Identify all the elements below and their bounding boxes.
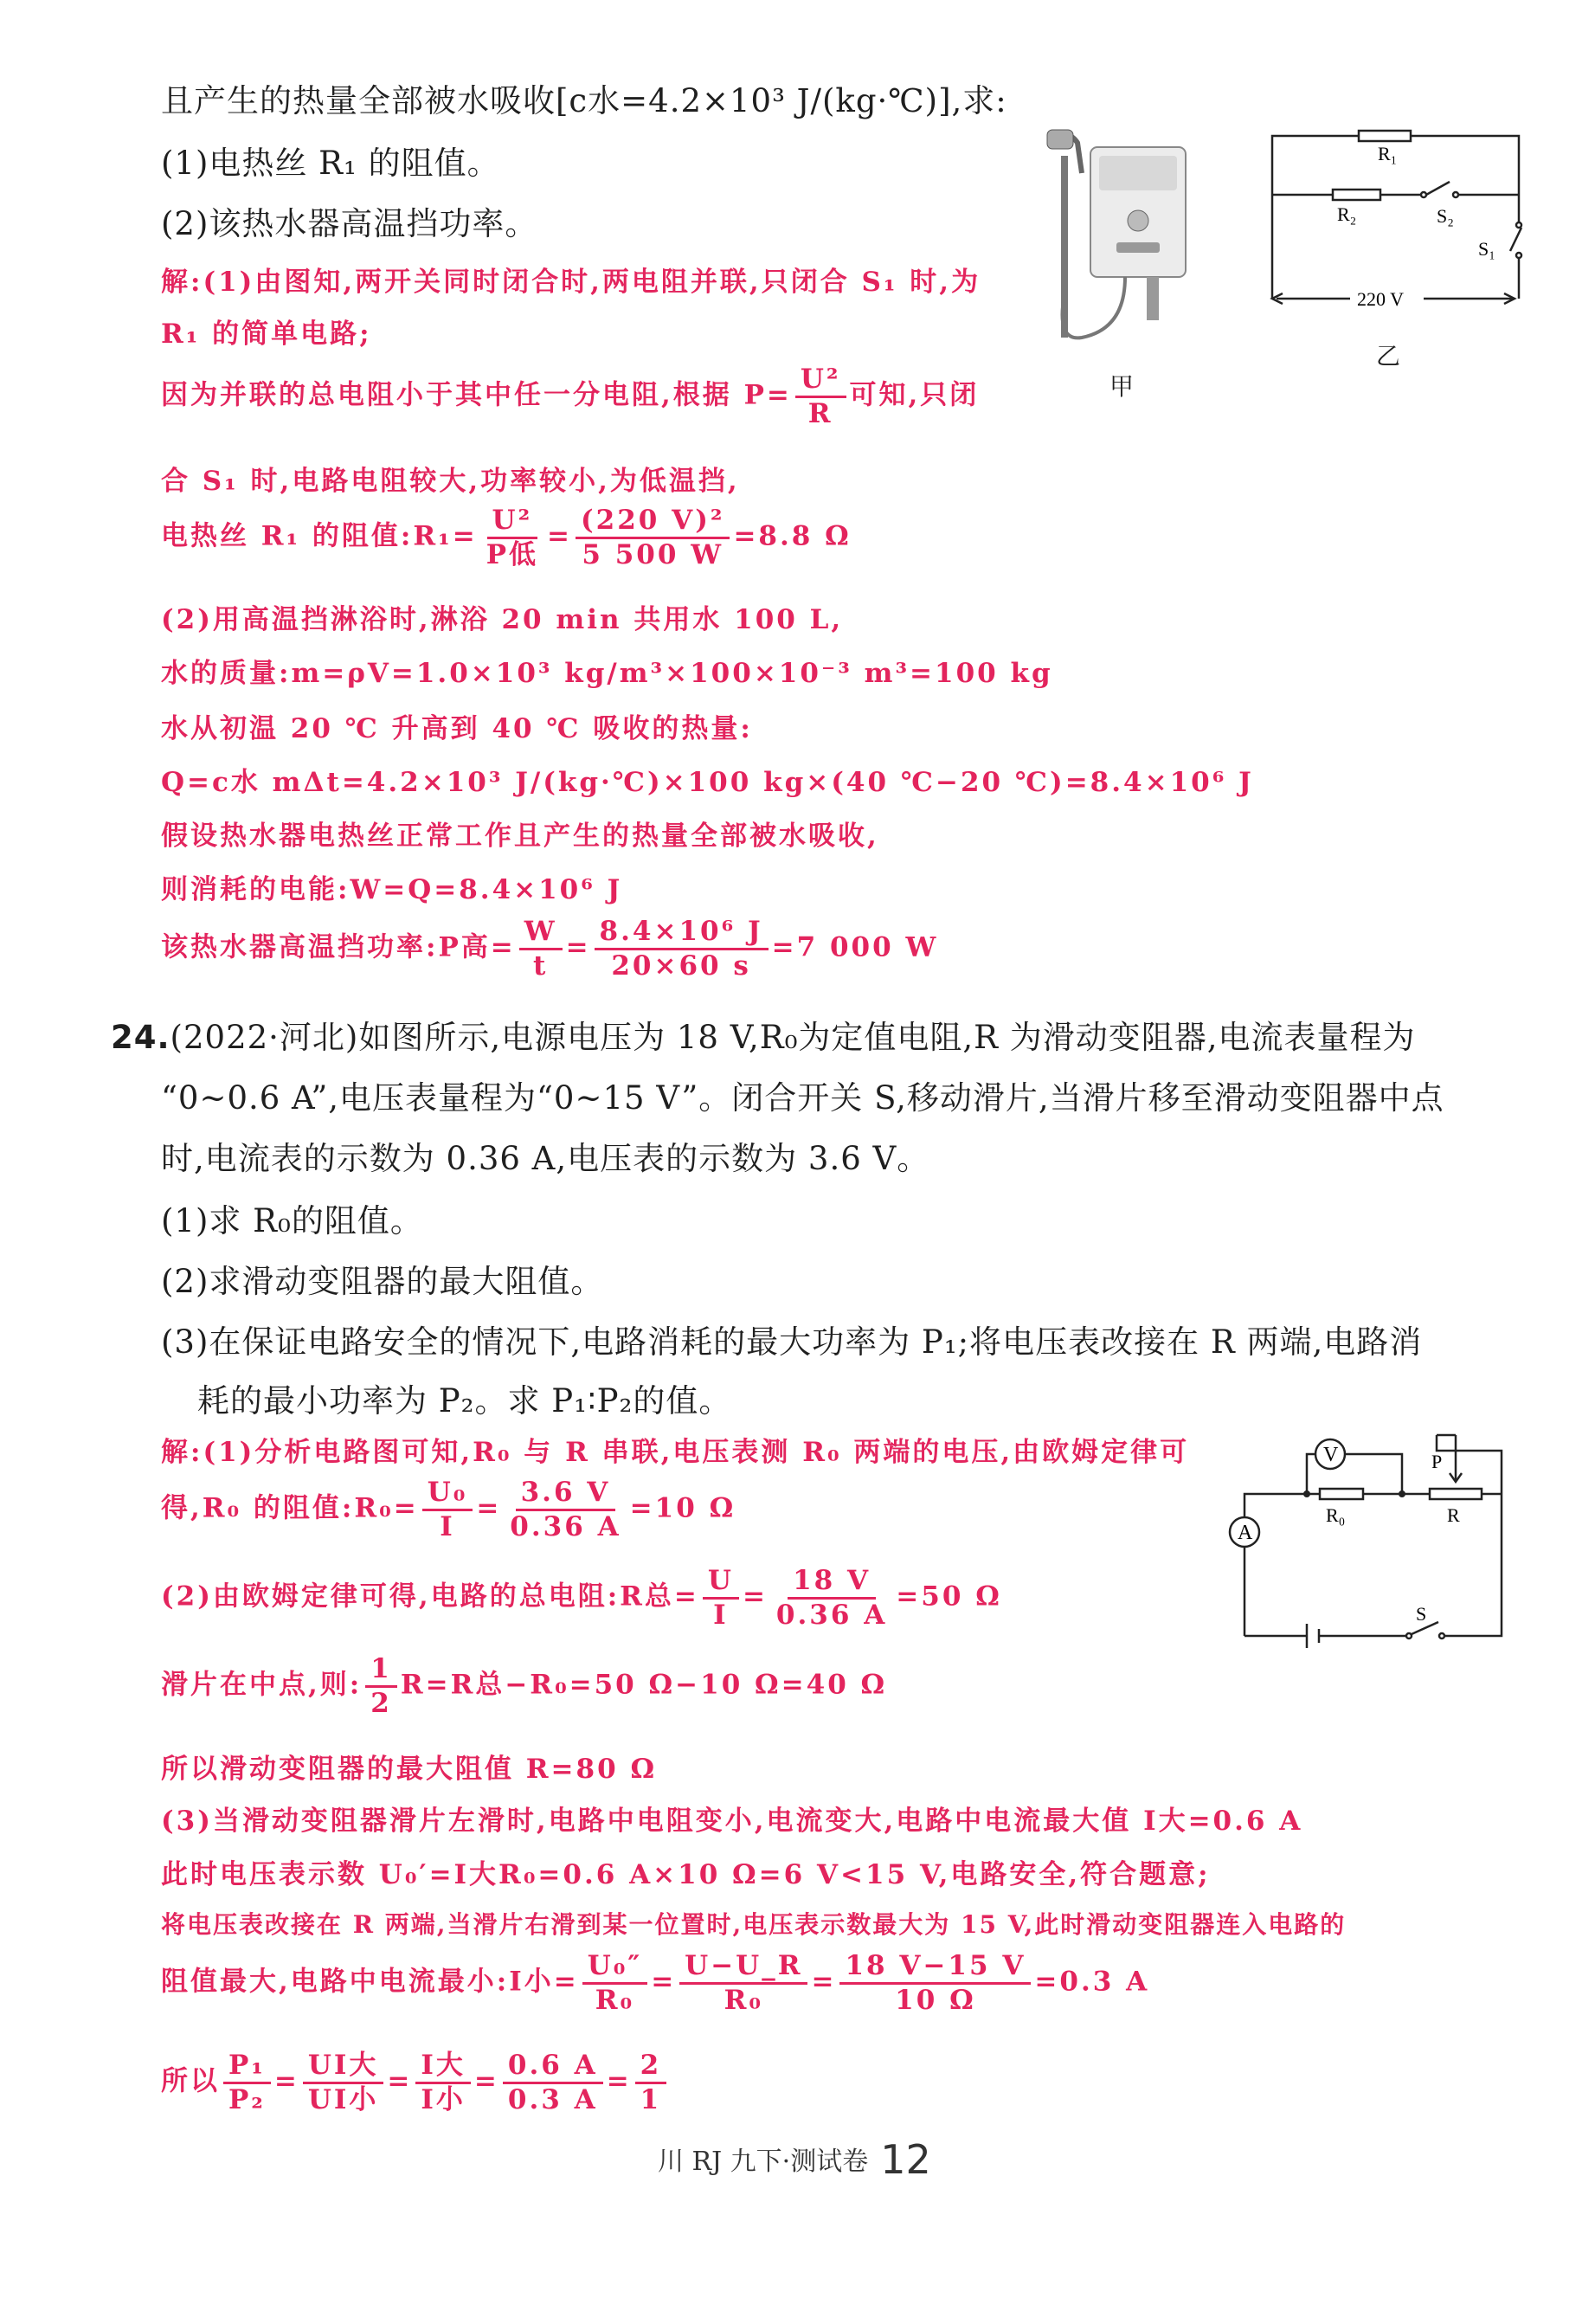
label-r: R xyxy=(1447,1504,1460,1526)
water-heater-image xyxy=(1030,121,1203,364)
label-voltage: 220 V xyxy=(1357,288,1404,310)
q24-line2: “0~0.6 A”,电压表量程为“0~15 V”。闭合开关 S,移动滑片,当滑片移至滑动变阻器中点 xyxy=(161,1079,1444,1117)
parallel-circuit-diagram xyxy=(1264,126,1540,342)
label-switch: S xyxy=(1416,1603,1427,1625)
page-number: 12 xyxy=(880,2136,931,2183)
q24-line3: 时,电流表的示数为 0.36 A,电压表的示数为 3.6 V。 xyxy=(161,1140,930,1177)
label-r0: R₀ xyxy=(1326,1504,1346,1526)
label-r2: R₂ xyxy=(1337,203,1357,225)
question-number: 24. xyxy=(111,1019,170,1056)
ans23-line6: (2)用高温挡淋浴时,淋浴 20 min 共用水 100 L, xyxy=(161,604,844,635)
figure-q24 xyxy=(1212,1420,1523,1653)
ans23-line7: 水的质量:m=ρV=1.0×10³ kg/m³×100×10⁻³ m³=100 kg xyxy=(161,658,1053,689)
ans24-line5: 所以滑动变阻器的最大阻值 R=80 Ω xyxy=(161,1754,658,1785)
footer-text: 川 RJ 九下·测试卷 xyxy=(658,2147,869,2177)
ans24-line6: (3)当滑动变阻器滑片左滑时,电路中电阻变小,电流变大,电路中电流最大值 I大=0.6 A xyxy=(161,1806,1303,1837)
ans23-line1: 解:(1)由图知,两开关同时闭合时,两电阻并联,只闭合 S₁ 时,为 xyxy=(161,267,981,298)
ans24-line10: 所以 $\frac{\text{P₁}}{\text{P₂}}$ = $\frac{\text{UI大}}{\text{UI小}}$ = $\frac{\text{I大}}{\text{I小}}$ = $\frac{0.6 A}{0.3 A}$ = $\frac{2}{1}$ xyxy=(161,2051,670,2114)
label-r1: R₁ xyxy=(1378,143,1398,164)
q23-sub2: (2)该热水器高温挡功率。 xyxy=(161,205,538,242)
ans24-line2: 得,R₀ 的阻值:R₀= $\frac{\text{U₀}}{I}$ = $\frac{3.6 V}{0.36 A}$ =10 Ω xyxy=(161,1477,736,1542)
q24-sub2: (2)求滑动变阻器的最大阻值。 xyxy=(161,1263,604,1300)
figure-yi xyxy=(1264,126,1540,368)
label-ammeter: A xyxy=(1238,1522,1253,1544)
q23-tail-text: 且产生的热量全部被水吸收[c水=4.2×10³ J/(kg·℃)],求: xyxy=(161,82,1007,119)
q24-sub3-cont: 耗的最小功率为 P₂。求 P₁∶P₂的值。 xyxy=(197,1382,732,1420)
ans24-line3: (2)由欧姆定律可得,电路的总电阻:R总= $\frac{U}{I}$ = $\frac{18 V}{0.36 A}$ =50 Ω xyxy=(161,1565,1002,1631)
figure-jia xyxy=(1030,121,1203,401)
label-slider: P xyxy=(1431,1451,1443,1472)
figure-yi-caption: 乙 xyxy=(1376,342,1401,370)
fraction: $\frac{\text{U²}}{R}$ xyxy=(795,365,846,428)
q24-sub1: (1)求 R₀的阻值。 xyxy=(161,1202,423,1239)
ans23-line11: 则消耗的电能:W=Q=8.4×10⁶ J xyxy=(161,874,623,905)
ans24-line7: 此时电压表示数 U₀′=I大R₀=0.6 A×10 Ω=6 V<15 V,电路安全,符合题意; xyxy=(161,1859,1211,1890)
ans23-line3: 因为并联的总电阻小于其中任一分电阻,根据 P= $\frac{\text{U²}}{R}$ 可知,只闭 xyxy=(161,364,980,429)
ans24-line4: 滑片在中点,则: $\frac{1}{2}$ R=R总−R₀=50 Ω−10 Ω=40 Ω xyxy=(161,1653,888,1719)
ans24-line1: 解:(1)分析电路图可知,R₀ 与 R 串联,电压表测 R₀ 两端的电压,由欧姆定律可 xyxy=(161,1437,1190,1468)
ans23-line2: R₁ 的简单电路; xyxy=(161,319,372,350)
page-footer xyxy=(658,2136,931,2183)
ans23-line9: Q=c水 mΔt=4.2×10³ J/(kg·℃)×100 kg×(40 ℃−20 ℃)=8.4×10⁶ J xyxy=(161,767,1254,798)
q23-sub1: (1)电热丝 R₁ 的阻值。 xyxy=(161,145,500,182)
ans23-line4: 合 S₁ 时,电路电阻较大,功率较小,为低温挡, xyxy=(161,466,740,497)
ans23-line8: 水从初温 20 ℃ 升高到 40 ℃ 吸收的热量: xyxy=(161,713,753,744)
q24-sub3: (3)在保证电路安全的情况下,电路消耗的最大功率为 P₁;将电压表改接在 R 两端,电路消 xyxy=(161,1323,1423,1361)
ans24-line8: 将电压表改接在 R 两端,当滑片右滑到某一位置时,电压表示数最大为 15 V,此时滑动变阻器连入电路的 xyxy=(161,1910,1347,1939)
ans24-line9: 阻值最大,电路中电流最小:I小= $\frac{\text{U₀″}}{\text{R₀}}$ = $\frac{U-U\_R}{\text{R₀}}$ = $\frac{18 V-15 V}{10 \Omega}$ =0.3 A xyxy=(161,1950,1150,2016)
label-voltmeter: V xyxy=(1323,1444,1339,1466)
q24-line1: 24.(2022·河北)如图所示,电源电压为 18 V,R₀为定值电阻,R 为滑动变阻器,电流表量程为 xyxy=(111,1019,1416,1056)
ans23-line12: 该热水器高温挡功率:P高= $\frac{W}{t}$ = $\frac{\text{8.4×10⁶ J}}{20\times 60 s}$ =7 000 W xyxy=(161,916,939,982)
series-circuit-diagram xyxy=(1212,1420,1523,1653)
ans23-line5: 电热丝 R₁ 的阻值:R₁= $\frac{\text{U²}}{\text{P低}}$ = $\frac{\text{(220 V)²}}{5 500 W}$ =8.8 Ω xyxy=(161,505,852,570)
figure-jia-caption: 甲 xyxy=(1109,372,1135,401)
ans23-line10: 假设热水器电热丝正常工作且产生的热量全部被水吸收, xyxy=(161,821,879,852)
label-s1: S₁ xyxy=(1478,238,1495,260)
label-s2: S₂ xyxy=(1437,205,1454,227)
